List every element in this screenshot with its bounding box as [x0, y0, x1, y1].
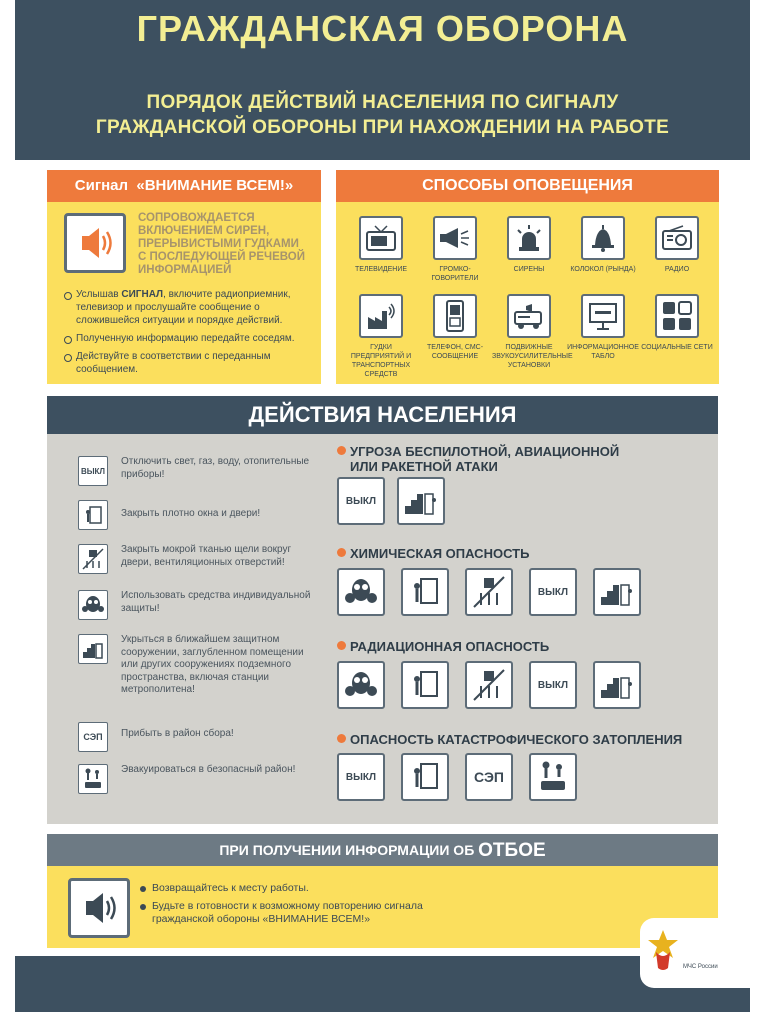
switch-label: ВЫКЛ: [345, 495, 377, 507]
legend-text: Закрыть плотно окна и двери!: [121, 508, 261, 519]
subtitle-line-2: ГРАЖДАНСКОЙ ОБОРОНЫ ПРИ НАХОЖДЕНИИ НА РАБОТЕ: [95, 117, 670, 138]
signal-description-line: ИНФОРМАЦИЕЙ: [138, 264, 232, 276]
signal-description-line: СОПРОВОЖДАЕТСЯ: [138, 212, 255, 224]
signal-instructions: [62, 288, 314, 381]
switch-label: ВЫКЛ: [537, 586, 569, 598]
logo-area: [640, 918, 750, 988]
social-networks-icon: [655, 294, 699, 338]
method-tv: [344, 216, 418, 274]
all-clear-instruction-1: Возвращайтесь к месту работы.: [138, 882, 478, 895]
tv-icon: [359, 216, 403, 260]
orange-dot-icon: [337, 734, 346, 743]
legend-text: Закрыть мокрой тканью щели вокруг двери, вентиляционных отверстий!: [121, 544, 292, 568]
method-bell: [566, 216, 640, 274]
gas-mask-icon: [337, 568, 385, 616]
factory-horn-icon: [359, 294, 403, 338]
logo-text: МЧС России: [683, 964, 718, 970]
method-label: РАДИО: [664, 266, 690, 273]
legend-text: Использовать средства индивидуальной защиты!: [121, 590, 311, 614]
signal-instruction-2: Полученную информацию передайте соседям.: [62, 332, 314, 345]
method-label: ТЕЛЕФОН, СМС-СООБЩЕНИЕ: [426, 344, 484, 360]
method-radio: [640, 216, 714, 274]
speaker-icon: [68, 878, 130, 938]
all-clear-instruction-2: Будьте в готовности к возможному повторению сигнала гражданской обороны «ВНИМАНИЕ ВСЕМ!»: [138, 900, 478, 926]
signal-description-line: ПРЕРЫВИСТЫМИ ГУДКАМИ: [138, 238, 299, 250]
threat-title-line: ОПАСНОСТЬ КАТАСТРОФИЧЕСКОГО ЗАТОПЛЕНИЯ: [350, 732, 683, 747]
threat-title-line: РАДИАЦИОННАЯ ОПАСНОСТЬ: [350, 639, 550, 654]
all-clear-title: [47, 834, 718, 866]
orange-dot-icon: [337, 641, 346, 650]
switch-off-icon: [337, 477, 385, 525]
no-ventilation-icon: [465, 568, 513, 616]
method-phone: [418, 294, 492, 361]
switch-label: ВЫКЛ: [537, 679, 569, 691]
methods-title: СПОСОБЫ ОПОВЕЩЕНИЯ: [336, 170, 719, 202]
info-board-icon: [581, 294, 625, 338]
switch-off-icon: [529, 568, 577, 616]
threat-title-line: ХИМИЧЕСКАЯ ОПАСНОСТЬ: [350, 546, 530, 561]
method-label: ГУДКИ ПРЕДПРИЯТИЙ И ТРАНСПОРТНЫХ СРЕДСТВ: [350, 344, 412, 378]
emercom-emblem-icon: [646, 928, 680, 974]
signal-title-prefix: Сигнал: [74, 177, 129, 194]
subtitle-line-1: ПОРЯДОК ДЕЙСТВИЙ НАСЕЛЕНИЯ ПО СИГНАЛУ: [146, 92, 619, 113]
sep-label: СЭП: [83, 732, 103, 742]
threat-air-attack-title: [337, 444, 619, 474]
method-label: КОЛОКОЛ (РЫНДА): [570, 266, 636, 273]
signal-description: [138, 212, 318, 277]
method-label: СИРЕНЫ: [513, 266, 545, 273]
evacuation-icon: [529, 753, 577, 801]
close-windows-icon: [401, 753, 449, 801]
signal-title-quote: «ВНИМАНИЕ ВСЕМ!»: [136, 177, 294, 194]
all-clear-title-prefix: ПРИ ПОЛУЧЕНИИ ИНФОРМАЦИИ ОБ: [219, 842, 475, 858]
legend-text: Отключить свет, газ, воду, отопительные приборы!: [121, 456, 310, 480]
no-ventilation-icon: [78, 544, 108, 574]
signal-description-line: ВКЛЮЧЕНИЕМ СИРЕН,: [138, 225, 270, 237]
method-label: СОЦИАЛЬНЫЕ СЕТИ: [641, 344, 713, 351]
orange-dot-icon: [337, 446, 346, 455]
evacuation-icon: [78, 764, 108, 794]
bell-icon: [581, 216, 625, 260]
no-ventilation-icon: [465, 661, 513, 709]
method-loudspeakers: [418, 216, 492, 283]
all-clear-title-emphasis: ОТБОЕ: [478, 840, 546, 861]
threat-flooding-title: [337, 732, 682, 747]
instruction-text: , включите радиоприемник, телевизор и прослушайте сообщение о сложившейся ситуации и порядке действий.: [76, 289, 291, 326]
assembly-point-icon: [465, 753, 513, 801]
threat-title-line: УГРОЗА БЕСПИЛОТНОЙ, АВИАЦИОННОЙ: [350, 444, 620, 459]
shelter-icon: [397, 477, 445, 525]
switch-label: ВЫКЛ: [80, 466, 106, 476]
threat-chemical-title: [337, 546, 529, 561]
vehicle-speaker-icon: [507, 294, 551, 338]
siren-icon: [507, 216, 551, 260]
switch-off-icon: [78, 456, 108, 486]
actions-title: ДЕЙСТВИЯ НАСЕЛЕНИЯ: [47, 396, 718, 434]
shelter-icon: [78, 634, 108, 664]
instruction-bold: СИГНАЛ: [121, 289, 164, 300]
method-label: ИНФОРМАЦИОННОЕ ТАБЛО: [567, 344, 639, 360]
close-windows-icon: [401, 661, 449, 709]
switch-off-icon: [337, 753, 385, 801]
threat-radiation-title: [337, 639, 549, 654]
page-title: ГРАЖДАНСКАЯ ОБОРОНА: [136, 8, 629, 49]
signal-description-line: С ПОСЛЕДУЮЩЕЙ РЕЧЕВОЙ: [138, 251, 305, 263]
switch-off-icon: [529, 661, 577, 709]
method-label: ПОДВИЖНЫЕ ЗВУКОУСИЛИТЕЛЬНЫЕ УСТАНОВКИ: [492, 344, 573, 369]
header-banner: [15, 0, 750, 160]
method-label: ТЕЛЕВИДЕНИЕ: [354, 266, 408, 273]
orange-dot-icon: [337, 548, 346, 557]
method-vehicle-speakers: [492, 294, 573, 370]
switch-label: ВЫКЛ: [345, 771, 377, 783]
speaker-icon: [64, 213, 126, 273]
all-clear-instructions: [138, 882, 478, 931]
signal-instruction-1: [62, 288, 314, 327]
page-subtitle: [15, 90, 750, 140]
legend-text: Укрыться в ближайшем защитном сооружении, заглубленном помещении или других сооружениях подземного пространства, включая станции метрополитена!: [121, 634, 304, 695]
method-info-board: [566, 294, 640, 361]
close-windows-icon: [78, 500, 108, 530]
signal-title: [47, 170, 321, 202]
legend-text: Эвакуироваться в безопасный район!: [121, 764, 296, 775]
instruction-text: Услышав: [76, 289, 119, 300]
threat-title-line: ИЛИ РАКЕТНОЙ АТАКИ: [350, 459, 498, 474]
radio-icon: [655, 216, 699, 260]
gas-mask-icon: [78, 590, 108, 620]
gas-mask-icon: [337, 661, 385, 709]
assembly-point-icon: [78, 722, 108, 752]
shelter-icon: [593, 568, 641, 616]
method-social-networks: [640, 294, 714, 352]
loudspeaker-icon: [433, 216, 477, 260]
method-sirens: [492, 216, 566, 274]
legend-text: Прибыть в район сбора!: [121, 728, 234, 739]
signal-instruction-3: Действуйте в соответствии с переданным сообщением.: [62, 350, 314, 376]
method-factory-horns: [344, 294, 418, 379]
phone-icon: [433, 294, 477, 338]
sep-label: СЭП: [474, 769, 504, 785]
method-label: ГРОМКО-ГОВОРИТЕЛИ: [431, 266, 479, 282]
close-windows-icon: [401, 568, 449, 616]
shelter-icon: [593, 661, 641, 709]
